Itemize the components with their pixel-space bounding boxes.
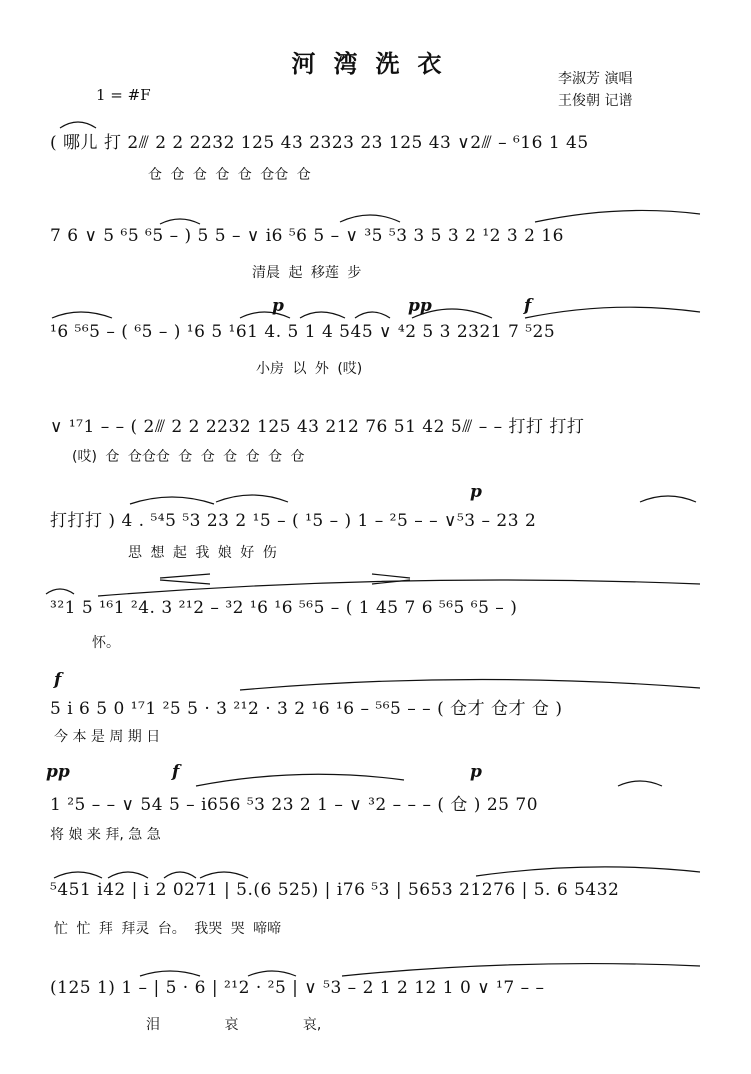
lyric-line-1: 仓 仓 仓 仓 仓 仓仓 仓 [148, 167, 311, 183]
lyric-line-8: 将 娘 来 拜, 急 急 [50, 827, 161, 843]
slur-mark [46, 589, 74, 594]
slur-mark [535, 210, 700, 222]
notation-line-5: 打打打 ) 4 . ⁵⁴5 ⁵3 23 2 ¹5 – ( ¹5 – ) 1 – ²5 – – ∨⁵3 – 23 2 [50, 511, 537, 531]
dynamic-mark: f [524, 296, 532, 316]
slur-mark [476, 867, 700, 876]
slur-mark [196, 774, 404, 786]
slur-mark [355, 312, 390, 318]
notation-line-10: (125 1) 1 – | 5 · 6 | ²¹2 · ²5 | ∨ ⁵3 – 2 1 2 12 1 0 ∨ ¹7 – – [50, 978, 545, 998]
lyric-line-3: 小房 以 外 (哎) [256, 361, 363, 377]
slur-mark [342, 964, 700, 976]
decrescendo-mark [372, 574, 410, 578]
dynamic-mark: p [470, 762, 482, 782]
notation-line-1: ( 哪儿 打 2⫻ 2 2 2232 125 43 2323 23 125 43 ∨2⫻ – ⁶16 1 45 [50, 133, 589, 153]
dynamic-mark: p [470, 482, 482, 502]
slur-mark [412, 309, 492, 318]
slur-mark [240, 679, 700, 690]
transcriber-credit: 王俊朝 记谱 [558, 93, 633, 109]
lyric-line-7: 今 本 是 周 期 日 [54, 729, 161, 745]
lyric-line-4: (哎) 仓 仓仓仓 仓 仓 仓 仓 仓 仓 [72, 449, 305, 465]
slur-mark [618, 781, 662, 786]
slur-mark [640, 496, 696, 502]
crescendo-mark [160, 580, 210, 584]
notation-line-9: ⁵451 i42 | i 2 0271 | 5.(6 525) | i76 ⁵3 | 5653 21276 | 5. 6 5432 [50, 880, 620, 900]
slur-mark [200, 872, 248, 878]
slur-mark [216, 495, 288, 502]
crescendo-mark [160, 574, 210, 578]
slur-mark [130, 497, 214, 504]
slur-mark [60, 122, 96, 128]
singer-credit: 李淑芳 演唱 [558, 71, 633, 87]
slur-mark [300, 312, 345, 318]
lyric-line-10: 泪 哀 哀, [146, 1017, 322, 1033]
key-signature: 1 = #F [96, 86, 151, 104]
dynamic-mark: p [272, 296, 284, 316]
dynamic-mark: f [54, 670, 62, 690]
lyric-line-2: 清晨 起 移莲 步 [252, 265, 362, 281]
slur-mark [52, 312, 112, 318]
notation-line-4: ∨ ¹⁷1 – – ( 2⫻ 2 2 2232 125 43 212 76 51 42 5⫻ – – 打打 打打 [50, 417, 585, 437]
notation-line-3: ¹6 ⁵⁶5 – ( ⁶5 – ) ¹6 5 ¹61 4. 5 1 4 545 ∨ ⁴2 5 3 2321 7 ⁵25 [50, 322, 556, 342]
slur-mark [525, 307, 700, 318]
slur-mark [248, 971, 296, 976]
notation-line-6: ³²1 5 ¹⁶1 ²4. 3 ²¹2 – ³2 ¹6 ¹6 ⁵⁶5 – ( 1 45 7 6 ⁵⁶5 ⁶5 – ) [50, 598, 518, 618]
slur-mark [160, 219, 200, 224]
dynamic-mark: f [172, 762, 180, 782]
lyric-line-9: 忙 忙 拜 拜灵 台。 我哭 哭 啼啼 [54, 921, 282, 937]
slur-mark [54, 872, 102, 878]
lyric-line-6: 怀。 [92, 635, 120, 651]
dynamic-mark: pp [408, 296, 432, 316]
notation-line-8: 1 ²5 – – ∨ 54 5 – i656 ⁵3 23 2 1 – ∨ ³2 – – – ( 仓 ) 25 70 [50, 795, 539, 815]
slur-mark [340, 215, 400, 222]
slur-mark [164, 872, 196, 878]
lyric-line-5: 思 想 起 我 娘 好 伤 [128, 545, 277, 561]
notation-line-2: 7 6 ∨ 5 ⁶5 ⁶5 – ) 5 5 – ∨ i6 ⁵6 5 – ∨ ³5 ⁵3 3 5 3 2 ¹2 3 2 16 [50, 226, 564, 246]
slur-mark [240, 312, 290, 318]
slur-mark [140, 971, 200, 976]
dynamic-mark: pp [46, 762, 70, 782]
song-title: 河湾洗衣 [291, 49, 460, 78]
notation-line-7: 5 i 6 5 0 ¹⁷1 ²5 5 · 3 ²¹2 · 3 2 ¹6 ¹6 – ⁵⁶5 – – ( 仓才 仓才 仓 ) [50, 699, 563, 719]
slur-mark [108, 872, 148, 878]
